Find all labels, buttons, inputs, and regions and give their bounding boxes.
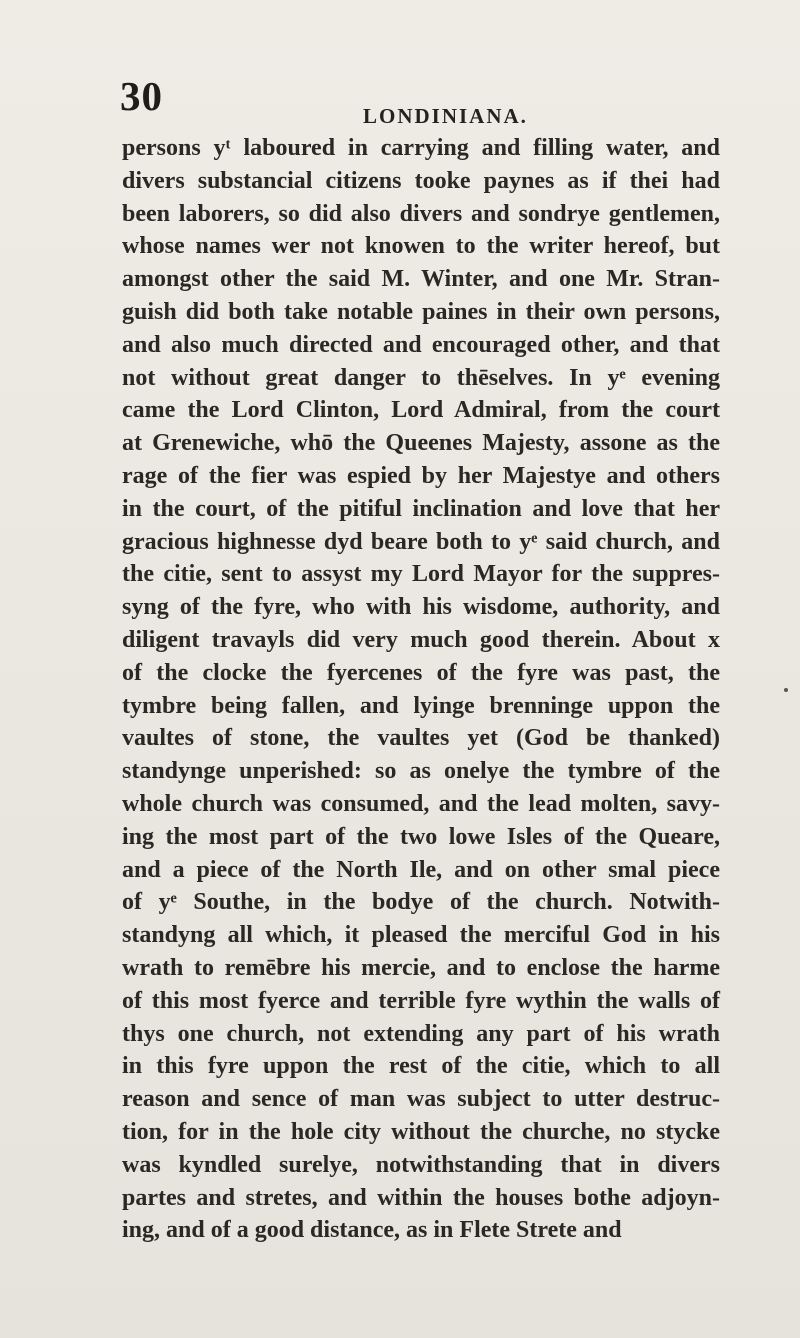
text-line: at Grenewiche, whō the Queenes Majesty, assone as the bbox=[122, 430, 720, 457]
text-line: partes and stretes, and within the houses bothe adjoyn- bbox=[122, 1184, 720, 1211]
text-line: tymbre being fallen, and lyinge brenninge uppon the bbox=[122, 692, 720, 719]
text-line: thys one church, not extending any part of his wrath bbox=[122, 1020, 720, 1047]
text-line: diligent travayls did very much good therein. About x bbox=[122, 626, 720, 653]
margin-mark bbox=[784, 688, 788, 692]
text-line: divers substancial citizens tooke paynes as if thei had bbox=[122, 167, 720, 194]
text-line: standyng all which, it pleased the merciful God in his bbox=[122, 922, 720, 949]
body-text bbox=[122, 132, 720, 1247]
text-line: standynge unperished: so as onelye the tymbre of the bbox=[122, 758, 720, 785]
text-line: amongst other the said M. Winter, and one Mr. Stran- bbox=[122, 266, 720, 293]
text-line: of the clocke the fyercenes of the fyre was past, the bbox=[122, 659, 720, 686]
text-line: wrath to remēbre his mercie, and to enclose the harme bbox=[122, 954, 720, 981]
text-line: rage of the fier was espied by her Majestye and others bbox=[122, 462, 720, 489]
text-line: and a piece of the North Ile, and on other smal piece bbox=[122, 856, 720, 883]
text-line: vaultes of stone, the vaultes yet (God be thanked) bbox=[122, 725, 720, 752]
text-line: was kyndled surelye, notwithstanding that in divers bbox=[122, 1151, 720, 1178]
text-line: tion, for in the hole city without the churche, no stycke bbox=[122, 1118, 720, 1145]
text-line: of this most fyerce and terrible fyre wythin the walls of bbox=[122, 987, 720, 1014]
text-line: and also much directed and encouraged other, and that bbox=[122, 331, 720, 358]
text-line: guish did both take notable paines in their own persons, bbox=[122, 298, 720, 325]
text-line: came the Lord Clinton, Lord Admiral, from the court bbox=[122, 397, 720, 424]
text-line: persons yᵗ laboured in carrying and filling water, and bbox=[122, 135, 720, 161]
text-line: syng of the fyre, who with his wisdome, authority, and bbox=[122, 594, 720, 621]
text-line: ing, and of a good distance, as in Flete Strete and bbox=[122, 1217, 622, 1244]
text-line: in this fyre uppon the rest of the citie, which to all bbox=[122, 1053, 720, 1080]
text-line: whose names wer not knowen to the writer hereof, but bbox=[122, 233, 720, 260]
text-line: the citie, sent to assyst my Lord Mayor for the suppres- bbox=[122, 561, 720, 588]
text-line: ing the most part of the two lowe Isles of the Queare, bbox=[122, 823, 720, 850]
text-line: of yᵉ Southe, in the bodye of the church. Notwith- bbox=[122, 889, 720, 916]
running-head: LONDINIANA. bbox=[363, 104, 528, 128]
text-line: not without great danger to thēselves. In yᵉ evening bbox=[122, 364, 720, 391]
text-line: been laborers, so did also divers and sondrye gentlemen, bbox=[122, 200, 720, 227]
text-line: reason and sence of man was subject to utter destruc- bbox=[122, 1086, 720, 1113]
page-number: 30 bbox=[120, 73, 163, 119]
text-line: whole church was consumed, and the lead molten, savy- bbox=[122, 790, 720, 817]
text-line: in the court, of the pitiful inclination and love that her bbox=[122, 495, 720, 522]
text-line: gracious highnesse dyd beare both to yᵉ said church, and bbox=[122, 528, 720, 555]
